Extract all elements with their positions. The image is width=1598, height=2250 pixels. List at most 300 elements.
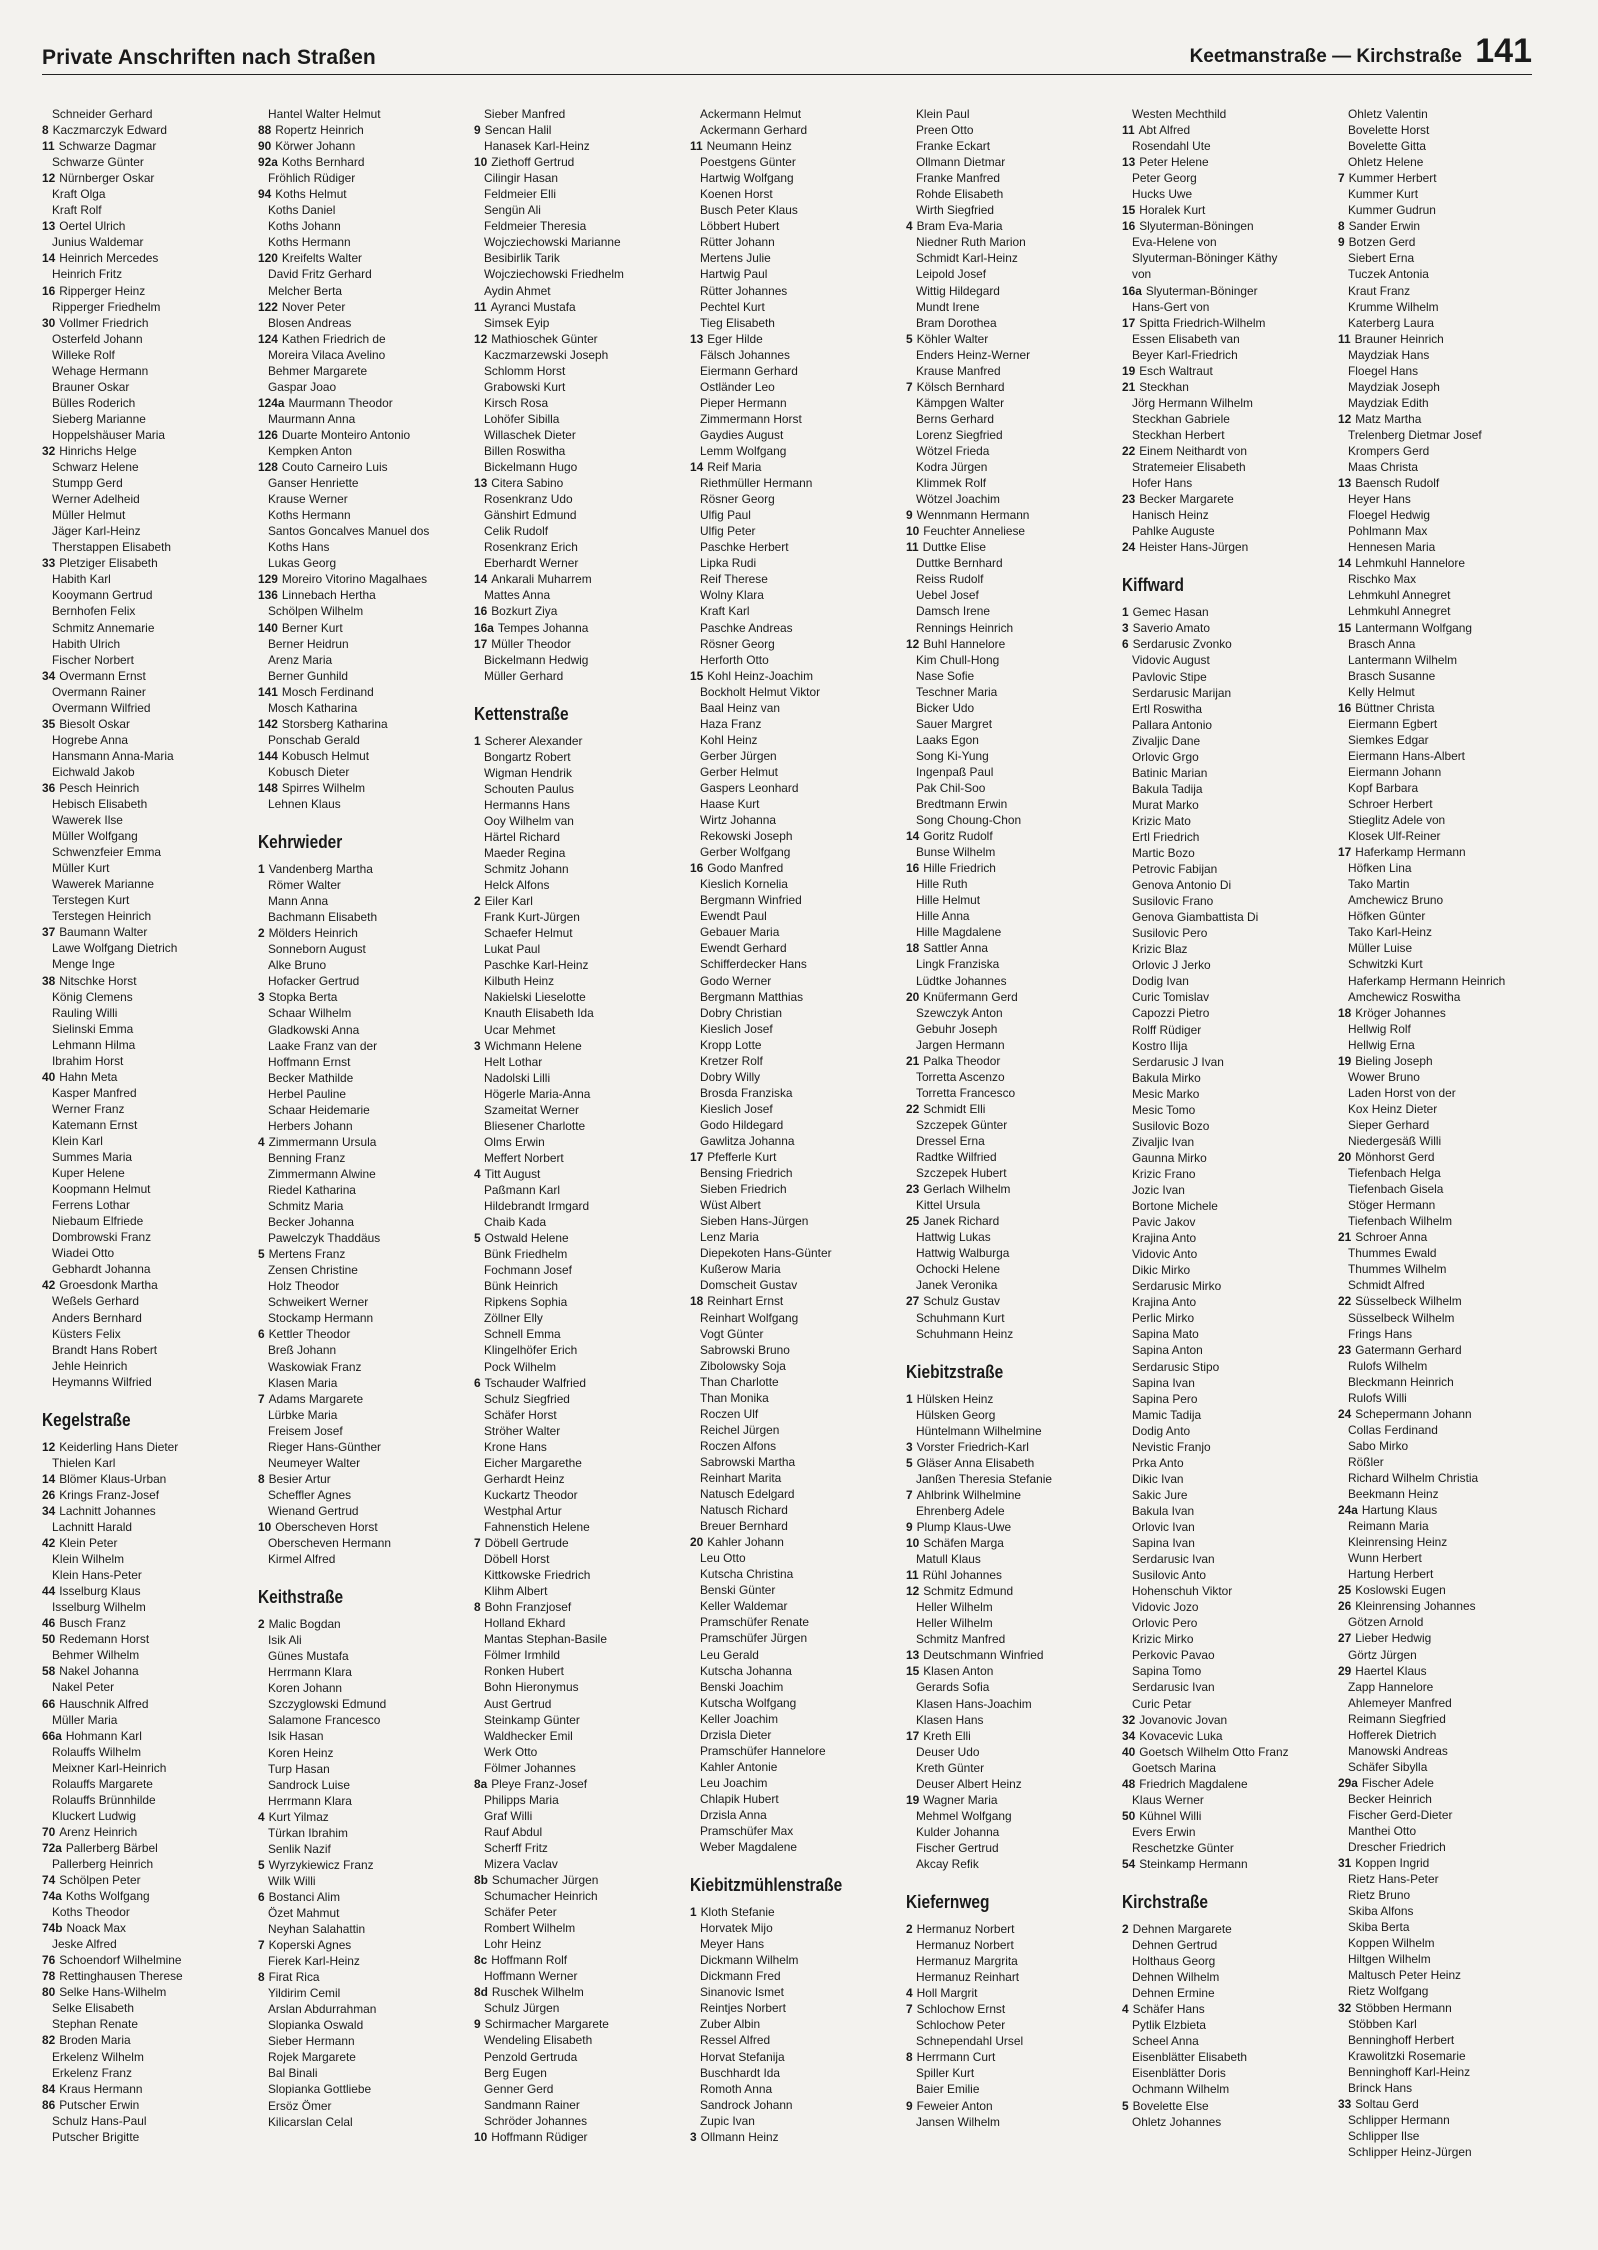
resident-entry [1338, 1085, 1554, 1101]
resident-entry [42, 1840, 258, 1856]
house-number: 141 [258, 684, 278, 699]
resident-name: Stockamp Hermann [268, 1311, 374, 1326]
resident-entry [1122, 299, 1338, 315]
resident-entry [42, 1551, 258, 1567]
resident-name: Reif Maria [707, 460, 762, 475]
resident-name: Lohöfer Sibilla [484, 411, 560, 426]
house-number: 11 [906, 540, 919, 555]
resident-entry [474, 636, 690, 652]
resident-entry [258, 587, 474, 603]
resident-name: Sandrock Luise [268, 1777, 350, 1792]
resident-entry [690, 1037, 906, 1053]
resident-entry [474, 250, 690, 266]
resident-name: Kurt Yilmaz [268, 1809, 329, 1824]
resident-entry [42, 347, 258, 363]
resident-name: Murat Marko [1132, 797, 1199, 812]
house-number: 18 [1338, 1005, 1352, 1020]
resident-entry [1338, 1919, 1554, 1935]
resident-name: Rösner Georg [700, 636, 775, 651]
house-number: 15 [690, 668, 704, 683]
resident-name: Akcay Refik [916, 1856, 979, 1871]
resident-entry [1122, 845, 1338, 861]
resident-name: Malic Bogdan [268, 1617, 341, 1632]
resident-name: Bovelette Horst [1348, 123, 1430, 138]
resident-entry [42, 908, 258, 924]
resident-name: Lemm Wolfgang [700, 443, 787, 458]
resident-name: Nakielski Lieselotte [484, 990, 586, 1005]
resident-name: Hattwig Lukas [916, 1230, 991, 1245]
street-heading: Kiffward [1122, 575, 1184, 596]
resident-entry [258, 732, 474, 748]
resident-name: Gawlitza Johanna [700, 1134, 795, 1148]
resident-name: Evers Erwin [1132, 1824, 1196, 1839]
house-number: 148 [258, 780, 278, 795]
resident-name: Reinhart Marita [700, 1470, 782, 1485]
resident-entry [474, 1134, 690, 1150]
resident-entry [1122, 283, 1338, 299]
resident-name: Rekowski Joseph [700, 829, 793, 844]
resident-name: Sabrowski Bruno [700, 1342, 790, 1357]
house-number: 142 [258, 716, 278, 731]
resident-entry [1122, 1728, 1338, 1744]
resident-entry [258, 571, 474, 587]
resident-name: Schmidt Karl-Heinz [916, 251, 1018, 266]
resident-name: Szczepek Günter [916, 1117, 1008, 1132]
resident-name: Herrmann Klara [268, 1793, 352, 1808]
resident-name: Kasper Manfred [52, 1085, 137, 1100]
resident-name: Gerards Sofia [916, 1680, 990, 1695]
resident-name: Werk Otto [484, 1744, 538, 1759]
resident-entry [906, 154, 1122, 170]
resident-name: Plump Klaus-Uwe [916, 1519, 1012, 1534]
house-number: 24 [1338, 1406, 1352, 1421]
resident-entry [1122, 1198, 1338, 1214]
resident-name: Dikic Mirko [1132, 1263, 1191, 1278]
resident-name: Hartung Klaus [1361, 1503, 1438, 1518]
resident-entry [474, 1503, 690, 1519]
resident-entry [42, 106, 258, 122]
resident-name: Köhler Walter [916, 331, 989, 346]
resident-entry [42, 1776, 258, 1792]
resident-name: Hantel Walter Helmut [268, 107, 381, 121]
resident-name: Mönhorst Gerd [1355, 1150, 1435, 1165]
house-number: 144 [258, 748, 278, 763]
resident-entry [906, 924, 1122, 940]
resident-entry [906, 555, 1122, 571]
resident-entry [258, 941, 474, 957]
resident-name: Müller Kurt [52, 861, 110, 876]
house-number: 74b [42, 1921, 63, 1936]
resident-entry [906, 2065, 1122, 2081]
resident-entry [42, 700, 258, 716]
resident-entry [906, 1985, 1122, 2001]
resident-entry [42, 1471, 258, 1487]
resident-name: Süsselbeck Wilhelm [1348, 1310, 1455, 1325]
resident-name: Kelly Helmut [1348, 684, 1415, 699]
resident-entry [906, 2033, 1122, 2049]
resident-entry [42, 122, 258, 138]
house-number: 25 [1338, 1583, 1352, 1598]
resident-entry [42, 1165, 258, 1181]
resident-entry [1122, 861, 1338, 877]
house-number: 11 [1338, 331, 1351, 346]
resident-entry [42, 1213, 258, 1229]
resident-entry [906, 652, 1122, 668]
resident-entry [42, 523, 258, 539]
resident-name: Hauschnik Alfred [59, 1696, 149, 1711]
house-number: 17 [906, 1728, 920, 1743]
resident-name: Deuser Albert Heinz [916, 1776, 1022, 1791]
resident-entry [906, 1326, 1122, 1342]
resident-entry [1122, 989, 1338, 1005]
house-number: 20 [906, 989, 920, 1004]
resident-entry [1122, 1840, 1338, 1856]
resident-entry [474, 1166, 690, 1182]
resident-name: Beekmann Heinz [1348, 1487, 1439, 1502]
resident-entry [906, 2114, 1122, 2130]
resident-name: Sieben Friedrich [700, 1182, 787, 1197]
resident-entry [258, 1262, 474, 1278]
resident-entry [906, 1824, 1122, 1840]
resident-name: Storsberg Katharina [281, 716, 388, 731]
resident-entry [690, 1277, 906, 1293]
resident-name: Kohl Heinz [700, 732, 758, 747]
resident-name: Brinck Hans [1348, 2080, 1413, 2095]
resident-entry [690, 154, 906, 170]
resident-entry [42, 1245, 258, 1261]
resident-name: Eisenblätter Doris [1132, 2066, 1226, 2081]
house-number: 14 [474, 572, 488, 587]
resident-entry [690, 652, 906, 668]
resident-name: Bliesener Charlotte [484, 1118, 586, 1133]
resident-name: Serdarusic J Ivan [1132, 1054, 1224, 1069]
house-number: 8d [474, 1985, 488, 2000]
resident-name: Spiller Kurt [916, 2066, 975, 2081]
resident-name: Manthei Otto [1348, 1824, 1417, 1839]
resident-entry [690, 1261, 906, 1277]
resident-name: Ochocki Helene [916, 1262, 1000, 1277]
resident-entry [906, 571, 1122, 587]
house-number: 44 [42, 1584, 56, 1599]
resident-name: Pramschüfer Renate [700, 1615, 810, 1630]
resident-name: Kieslich Josef [700, 1021, 773, 1036]
resident-entry [1338, 1326, 1554, 1342]
resident-entry [1338, 1277, 1554, 1293]
resident-name: Janek Veronika [916, 1278, 998, 1293]
resident-name: Ollmann Dietmar [916, 155, 1006, 170]
resident-name: Herforth Otto [700, 652, 769, 667]
resident-name: Maydziak Joseph [1348, 379, 1440, 394]
resident-name: Bakula Ivan [1132, 1503, 1195, 1518]
resident-name: Ulfig Peter [700, 524, 756, 539]
resident-name: Kluckert Ludwig [52, 1808, 136, 1823]
resident-name: Wyrzykiewicz Franz [268, 1857, 374, 1872]
resident-name: Pahlke Auguste [1132, 524, 1215, 539]
resident-name: Rietz Bruno [1348, 1888, 1411, 1903]
resident-name: Hartwig Wolfgang [700, 171, 794, 186]
resident-name: Erkelenz Wilhelm [52, 2049, 144, 2064]
resident-name: Gerhardt Heinz [484, 1471, 565, 1486]
resident-entry [474, 1407, 690, 1423]
resident-name: Reichel Jürgen [700, 1422, 780, 1437]
resident-name: Ackermann Gerhard [700, 123, 808, 138]
house-number: 12 [1338, 411, 1352, 426]
resident-entry [906, 764, 1122, 780]
resident-entry [1338, 1037, 1554, 1053]
resident-name: Mathioschek Günter [491, 331, 598, 346]
resident-entry [474, 1375, 690, 1391]
resident-name: Petrovic Fabijan [1132, 862, 1218, 877]
resident-name: Bram Eva-Maria [916, 219, 1003, 234]
resident-entry [258, 379, 474, 395]
resident-name: Ostwald Helene [484, 1231, 569, 1246]
resident-entry [1122, 1824, 1338, 1840]
resident-entry [42, 315, 258, 331]
resident-entry [474, 106, 690, 122]
resident-name: Lachnitt Johannes [59, 1503, 156, 1518]
resident-name: Lehmkuhl Annegret [1348, 588, 1451, 603]
resident-entry [1122, 925, 1338, 941]
resident-name: Müller Maria [52, 1712, 118, 1727]
resident-name: Gladkowski Anna [268, 1022, 360, 1037]
house-number: 7 [1338, 171, 1345, 186]
resident-entry [906, 218, 1122, 234]
resident-entry [690, 2032, 906, 2048]
resident-name: Mölders Heinrich [268, 926, 358, 941]
resident-entry [690, 1534, 906, 1550]
resident-name: Wienand Gertrud [268, 1503, 359, 1518]
resident-entry [42, 1101, 258, 1117]
resident-name: Terstegen Heinrich [52, 909, 152, 924]
house-number: 21 [1338, 1230, 1352, 1245]
resident-entry [474, 1038, 690, 1054]
resident-name: Härtel Richard [484, 829, 560, 844]
resident-entry [42, 1037, 258, 1053]
resident-entry [906, 299, 1122, 315]
resident-entry [906, 620, 1122, 636]
resident-entry [474, 1856, 690, 1872]
resident-name: Tiefenbach Helga [1348, 1166, 1441, 1181]
resident-entry [1338, 2096, 1554, 2112]
resident-name: Kummer Gudrun [1348, 203, 1436, 218]
resident-entry [474, 170, 690, 186]
resident-entry [474, 765, 690, 781]
resident-name: Genova Giambattista Di [1132, 910, 1259, 925]
street-heading: Kiefernweg [906, 1892, 990, 1913]
directory-column [474, 106, 690, 2176]
house-number: 5 [1122, 2098, 1129, 2113]
resident-name: Domscheit Gustav [700, 1278, 798, 1293]
resident-name: Pak Chil-Soo [916, 780, 986, 795]
house-number: 6 [1122, 637, 1129, 652]
resident-name: Rohde Elisabeth [916, 187, 1004, 202]
resident-entry [906, 507, 1122, 523]
resident-entry [690, 1695, 906, 1711]
resident-entry [474, 2097, 690, 2113]
resident-entry [1338, 1374, 1554, 1390]
house-number: 27 [906, 1294, 920, 1309]
resident-entry [1338, 1213, 1554, 1229]
resident-entry [1122, 1921, 1338, 1937]
resident-name: Lorenz Siegfried [916, 427, 1003, 442]
resident-name: Schäfer Sibylla [1348, 1759, 1428, 1774]
resident-entry [906, 732, 1122, 748]
resident-name: Bünk Friedhelm [484, 1247, 568, 1262]
resident-name: Slopianka Oswald [268, 2018, 364, 2033]
house-number: 20 [690, 1535, 704, 1550]
resident-name: Sapina Ivan [1132, 1375, 1195, 1390]
house-number: 10 [906, 524, 920, 539]
resident-name: Wirth Siegfried [916, 203, 994, 218]
resident-name: Dehnen Gertrud [1132, 1938, 1218, 1953]
resident-name: Tuczek Antonia [1348, 267, 1429, 282]
house-number: 16 [690, 861, 704, 876]
resident-entry [258, 1857, 474, 1873]
resident-name: Gänshirt Edmund [484, 508, 577, 523]
resident-name: Heller Wilhelm [916, 1600, 993, 1615]
resident-name: Bovelette Gitta [1348, 139, 1426, 154]
resident-name: Bozkurt Ziya [491, 604, 558, 619]
resident-entry [258, 1664, 474, 1680]
resident-entry [474, 2049, 690, 2065]
resident-entry [474, 941, 690, 957]
resident-entry [1122, 604, 1338, 620]
resident-name: Krizic Frano [1132, 1166, 1196, 1181]
resident-entry [1338, 1727, 1554, 1743]
resident-entry [1338, 748, 1554, 764]
page-header [42, 30, 1532, 75]
resident-entry [906, 1663, 1122, 1679]
resident-name: Eichwald Jakob [52, 764, 135, 779]
resident-name: Wichmann Helene [484, 1038, 582, 1053]
resident-name: Nakel Johanna [59, 1664, 139, 1679]
resident-entry [690, 1647, 906, 1663]
resident-entry [1338, 1197, 1554, 1213]
resident-name: Tschauder Walfried [484, 1375, 586, 1390]
resident-name: Heister Hans-Jürgen [1139, 540, 1249, 555]
resident-entry [1122, 1647, 1338, 1663]
resident-entry [258, 1648, 474, 1664]
resident-entry [42, 507, 258, 523]
resident-name: Westen Mechthild [1132, 107, 1227, 121]
resident-entry [906, 347, 1122, 363]
house-number: 8 [42, 123, 49, 138]
resident-name: Romoth Anna [700, 2081, 773, 2096]
resident-entry [42, 1856, 258, 1872]
resident-entry [258, 636, 474, 652]
resident-name: Wigman Hendrik [484, 765, 572, 780]
resident-name: Rietz Hans-Peter [1348, 1872, 1439, 1887]
resident-name: Manowski Andreas [1348, 1743, 1448, 1758]
resident-entry [474, 1070, 690, 1086]
resident-entry [1122, 122, 1338, 138]
resident-entry [258, 1246, 474, 1262]
resident-entry [690, 1598, 906, 1614]
resident-entry [690, 266, 906, 282]
resident-entry [42, 234, 258, 250]
resident-name: Lawe Wolfgang Dietrich [52, 941, 178, 956]
resident-entry [1122, 1937, 1338, 1953]
resident-entry [906, 202, 1122, 218]
resident-name: Hoppelshäuser Maria [52, 427, 166, 442]
house-number: 72a [42, 1840, 62, 1855]
resident-name: Peter Georg [1132, 171, 1197, 186]
resident-entry [42, 1824, 258, 1840]
resident-name: Busch Franz [59, 1616, 126, 1631]
resident-name: Reimann Siegfried [1348, 1711, 1446, 1726]
resident-entry [1338, 122, 1554, 138]
resident-entry [906, 491, 1122, 507]
resident-name: Krawolitzki Rosemarie [1348, 2048, 1466, 2063]
resident-name: Schifferdecker Hans [700, 957, 807, 972]
resident-name: Kaczmarzewski Joseph [484, 347, 609, 362]
resident-entry [1338, 1021, 1554, 1037]
resident-name: Mosch Ferdinand [281, 684, 374, 699]
resident-entry [1122, 1022, 1338, 1038]
house-number: 36 [42, 780, 56, 795]
resident-name: Hille Helmut [916, 893, 981, 908]
house-number: 126 [258, 427, 278, 442]
resident-name: Bakula Tadija [1132, 781, 1203, 796]
resident-entry [1122, 1310, 1338, 1326]
resident-entry [258, 1809, 474, 1825]
resident-entry [906, 700, 1122, 716]
resident-entry [42, 2113, 258, 2129]
resident-name: Pletziger Elisabeth [59, 556, 158, 571]
resident-name: Schneider Gerhard [52, 107, 153, 121]
resident-entry [258, 411, 474, 427]
house-number: 136 [258, 588, 278, 603]
resident-entry [474, 1760, 690, 1776]
resident-entry [906, 1567, 1122, 1583]
resident-entry [906, 1037, 1122, 1053]
resident-entry [258, 475, 474, 491]
resident-entry [1122, 363, 1338, 379]
resident-name: Osterfeld Johann [52, 331, 143, 346]
resident-name: Slyuterman-Böningen [1139, 219, 1254, 234]
resident-entry [1338, 1101, 1554, 1117]
resident-name: Feweier Anton [916, 2098, 993, 2113]
resident-entry [258, 1503, 474, 1519]
resident-entry [906, 1696, 1122, 1712]
resident-entry [42, 1117, 258, 1133]
resident-entry [42, 1342, 258, 1358]
resident-entry [258, 1038, 474, 1054]
resident-name: Hoffmann Ernst [268, 1054, 351, 1069]
resident-entry [906, 1471, 1122, 1487]
resident-name: Heinrich Fritz [52, 267, 123, 282]
resident-name: Nakel Peter [52, 1680, 115, 1695]
resident-entry [690, 812, 906, 828]
house-number: 124a [258, 395, 285, 410]
resident-name: Stöbben Hermann [1355, 2000, 1452, 2015]
resident-name: Nase Sofie [916, 668, 975, 683]
resident-entry [906, 1439, 1122, 1455]
resident-name: Rieger Hans-Günther [268, 1439, 382, 1454]
resident-entry [1338, 764, 1554, 780]
house-number: 16 [1338, 700, 1352, 715]
resident-entry [690, 1920, 906, 1936]
resident-name: Bergmann Winfried [700, 893, 802, 908]
resident-name: Gebhardt Johanna [52, 1262, 151, 1277]
resident-name: Susilovic Bozo [1132, 1118, 1210, 1133]
house-number: 8 [1338, 219, 1345, 234]
resident-name: Arenz Heinrich [59, 1824, 138, 1839]
resident-name: Ohletz Johannes [1132, 2114, 1222, 2129]
resident-entry [42, 1261, 258, 1277]
resident-entry [1338, 828, 1554, 844]
resident-entry [42, 2065, 258, 2081]
